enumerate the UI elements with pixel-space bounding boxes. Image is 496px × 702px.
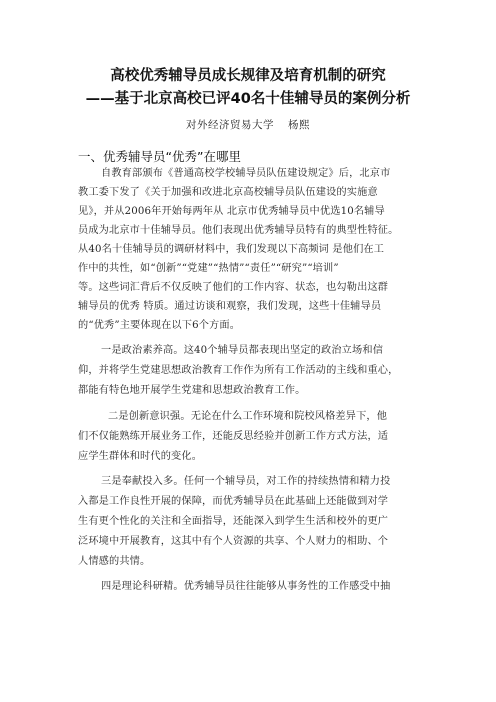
body-line: 教工委下发了《关于加强和改进北京高校辅导员队伍建设的实施意 (78, 187, 378, 198)
body-line: 应学生群体和时代的变化。 (78, 451, 203, 462)
body-line: 员成为北京市十佳辅导员。他们表现出优秀辅导员特有的典型性特征。 (78, 225, 399, 236)
author-name: 杨熙 (288, 119, 310, 131)
body-line: 三是奉献投入多。任何一个辅导员，对工作的持续热情和精力投 (101, 476, 391, 487)
body-line: 都能有特色地开展学生党建和思想政治教育工作。 (78, 385, 306, 396)
body-line: 的“优秀”主要体现在以下6个方面。 (78, 320, 241, 331)
document-subtitle: ——基于北京高校已评40名十佳辅导员的案例分析 (85, 91, 411, 107)
body-line: 仰，并将学生党建思想政治教育工作作为所有工作活动的主线和重心， (78, 365, 399, 376)
body-line: 们不仅能熟练开展业务工作，还能反思经验并创新工作方式方法，适 (78, 431, 389, 442)
body-line: 从40名十佳辅导员的调研材料中，我们发现以下高频词 是他们在工 (78, 244, 385, 255)
body-line: 一是政治素养高。这40个辅导员都表现出坚定的政治立场和信 (101, 345, 384, 356)
document-title: 高校优秀辅导员成长规律及培育机制的研究 (110, 68, 386, 84)
body-line: 二是创新意识强。无论在什么工作环境和院校风格差异下，他 (108, 411, 388, 422)
body-line: 自教育部颁布《普通高校学校辅导员队伍建设规定》后，北京市 (101, 168, 391, 179)
body-line: 见》，并从2006年开始每两年从 北京市优秀辅导员中优选10名辅导 (78, 206, 385, 217)
body-line: 四是理论科研精。优秀辅导员往往能够从事务性的工作感受中抽 (101, 581, 391, 592)
body-line: 入都是工作良性开展的保障，而优秀辅导员在此基础上还能做到对学 (78, 496, 389, 507)
author-line (0, 117, 496, 132)
body-line: 生有更个性化的关注和全面指导，还能深入到学生生活和校外的更广 (78, 516, 389, 527)
section-heading: 一、优秀辅导员“优秀”在哪里 (78, 149, 241, 164)
author-affiliation: 对外经济贸易大学 (186, 119, 274, 131)
body-line: 辅导员的优秀 特质。通过访谈和观察，我们发现，这些十佳辅导员 (78, 301, 382, 312)
body-line: 泛环境中开展教育，这其中有个人资源的共享、个人财力的相助、个 (78, 536, 389, 547)
body-line: 人情感的共情。 (78, 556, 151, 567)
body-line: 作中的共性，如“创新”“党建”“热情”“责任”“研究”“培训” (78, 263, 339, 274)
body-line: 等。这些词汇背后不仅反映了他们的工作内容、状态，也勾勒出这群 (78, 282, 389, 293)
